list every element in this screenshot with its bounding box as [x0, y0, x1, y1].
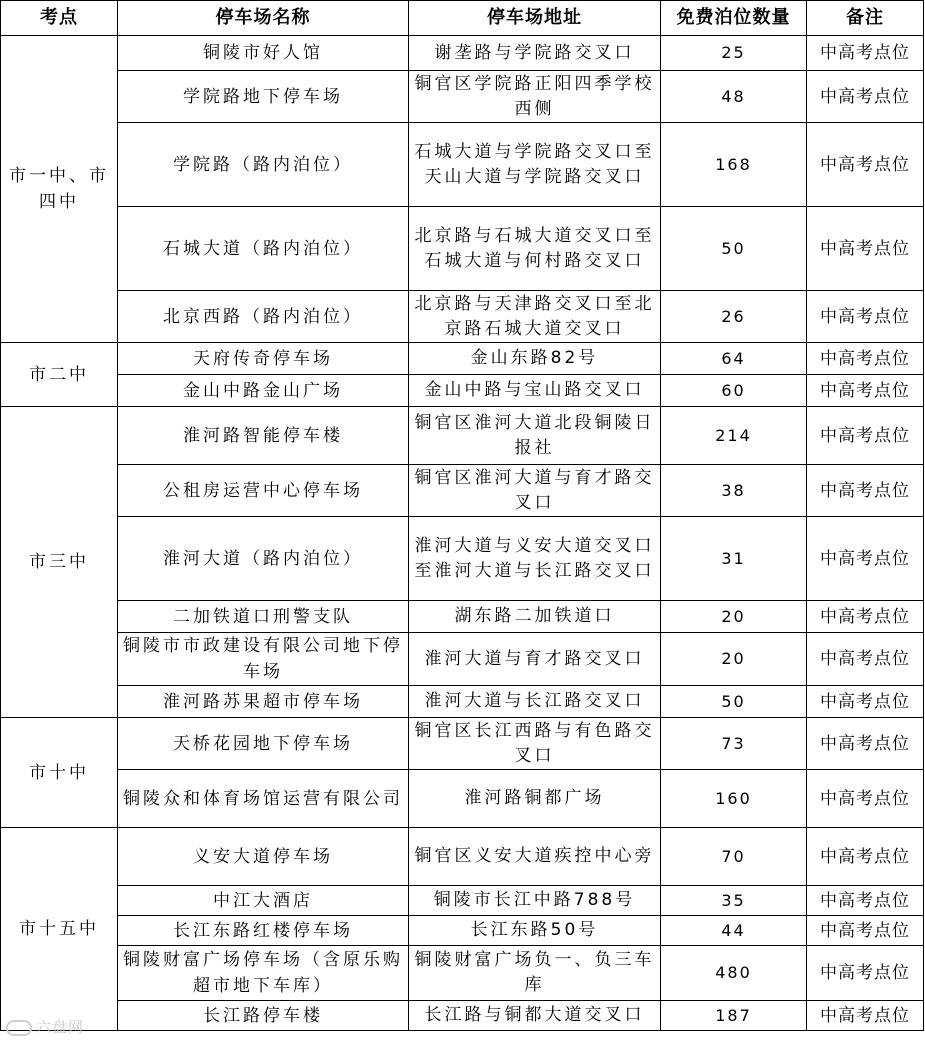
parking-name-cell: 石城大道（路内泊位）: [118, 207, 409, 291]
table-row: [1, 123, 924, 207]
table-row: [1, 601, 924, 633]
note-cell: 中高考点位: [807, 916, 924, 946]
parking-name-cell: 铜陵市好人馆: [118, 36, 409, 71]
parking-name-cell: 铜陵市市政建设有限公司地下停车场: [118, 633, 409, 686]
parking-name-cell: 北京西路（路内泊位）: [118, 291, 409, 343]
parking-name-cell: 公租房运营中心停车场: [118, 465, 409, 517]
note-cell: 中高考点位: [807, 343, 924, 375]
table-row: [1, 916, 924, 946]
exam-site-cell: 市三中: [1, 407, 118, 718]
note-cell: 中高考点位: [807, 123, 924, 207]
note-cell: 中高考点位: [807, 407, 924, 465]
parking-address-cell: 铜官区学院路正阳四季学校西侧: [409, 71, 661, 123]
parking-name-cell: 义安大道停车场: [118, 828, 409, 886]
free-spaces-cell: 38: [661, 465, 807, 517]
note-cell: 中高考点位: [807, 291, 924, 343]
parking-address-cell: 铜官区淮河大道北段铜陵日报社: [409, 407, 661, 465]
parking-name-cell: 淮河路苏果超市停车场: [118, 686, 409, 718]
free-spaces-cell: 20: [661, 633, 807, 686]
parking-name-cell: 中江大酒店: [118, 886, 409, 916]
parking-address-cell: 金山中路与宝山路交叉口: [409, 375, 661, 407]
watermark-text: 六盘网: [36, 1018, 85, 1036]
parking-address-cell: 铜官区义安大道疾控中心旁: [409, 828, 661, 886]
table-row: [1, 517, 924, 601]
free-spaces-cell: 480: [661, 946, 807, 1001]
parking-address-cell: 长江东路50号: [409, 916, 661, 946]
parking-address-cell: 铜官区长江西路与有色路交叉口: [409, 718, 661, 770]
note-cell: 中高考点位: [807, 633, 924, 686]
exam-site-cell: 市一中、市四中: [1, 36, 118, 343]
note-cell: 中高考点位: [807, 207, 924, 291]
parking-name-cell: 长江路停车楼: [118, 1001, 409, 1031]
parking-address-cell: 淮河大道与义安大道交叉口至淮河大道与长江路交叉口: [409, 517, 661, 601]
parking-name-cell: 铜陵财富广场停车场（含原乐购超市地下车库）: [118, 946, 409, 1001]
parking-name-cell: 天府传奇停车场: [118, 343, 409, 375]
parking-address-cell: 石城大道与学院路交叉口至天山大道与学院路交叉口: [409, 123, 661, 207]
header-parking-name: 停车场名称: [118, 1, 409, 36]
exam-site-cell: 市十五中: [1, 828, 118, 1031]
note-cell: 中高考点位: [807, 886, 924, 916]
watermark: [6, 1016, 84, 1037]
header-row: [1, 1, 924, 36]
parking-address-cell: 淮河路铜都广场: [409, 770, 661, 828]
parking-name-cell: 金山中路金山广场: [118, 375, 409, 407]
free-spaces-cell: 44: [661, 916, 807, 946]
free-spaces-cell: 187: [661, 1001, 807, 1031]
exam-site-cell: 市二中: [1, 343, 118, 407]
parking-name-cell: 铜陵众和体育场馆运营有限公司: [118, 770, 409, 828]
table-row: [1, 633, 924, 686]
note-cell: 中高考点位: [807, 828, 924, 886]
parking-address-cell: 北京路与石城大道交叉口至石城大道与何村路交叉口: [409, 207, 661, 291]
table-row: [1, 36, 924, 71]
note-cell: 中高考点位: [807, 718, 924, 770]
parking-name-cell: 学院路地下停车场: [118, 71, 409, 123]
table-row: [1, 343, 924, 375]
note-cell: 中高考点位: [807, 1001, 924, 1031]
parking-name-cell: 二加铁道口刑警支队: [118, 601, 409, 633]
parking-address-cell: 铜陵市长江中路788号: [409, 886, 661, 916]
header-parking-address: 停车场地址: [409, 1, 661, 36]
parking-address-cell: 湖东路二加铁道口: [409, 601, 661, 633]
note-cell: 中高考点位: [807, 946, 924, 1001]
header-exam-site: 考点: [1, 1, 118, 36]
free-spaces-cell: 60: [661, 375, 807, 407]
parking-address-cell: 铜陵财富广场负一、负三车库: [409, 946, 661, 1001]
note-cell: 中高考点位: [807, 770, 924, 828]
parking-name-cell: 淮河大道（路内泊位）: [118, 517, 409, 601]
parking-address-cell: 北京路与天津路交叉口至北京路石城大道交叉口: [409, 291, 661, 343]
parking-name-cell: 天桥花园地下停车场: [118, 718, 409, 770]
table-row: [1, 770, 924, 828]
table-row: [1, 375, 924, 407]
free-spaces-cell: 35: [661, 886, 807, 916]
free-spaces-cell: 25: [661, 36, 807, 71]
free-spaces-cell: 31: [661, 517, 807, 601]
table-row: [1, 946, 924, 1001]
table-row: [1, 718, 924, 770]
free-spaces-cell: 73: [661, 718, 807, 770]
watermark-logo-icon: [6, 1020, 32, 1036]
header-free-spaces: 免费泊位数量: [661, 1, 807, 36]
parking-address-cell: 铜官区淮河大道与育才路交叉口: [409, 465, 661, 517]
note-cell: 中高考点位: [807, 36, 924, 71]
parking-address-cell: 长江路与铜都大道交叉口: [409, 1001, 661, 1031]
parking-address-cell: 淮河大道与育才路交叉口: [409, 633, 661, 686]
table-body: [1, 36, 924, 1031]
header-note: 备注: [807, 1, 924, 36]
table-row: [1, 828, 924, 886]
parking-name-cell: 学院路（路内泊位）: [118, 123, 409, 207]
table-row: [1, 207, 924, 291]
table-row: [1, 1001, 924, 1031]
parking-name-cell: 淮河路智能停车楼: [118, 407, 409, 465]
note-cell: 中高考点位: [807, 465, 924, 517]
exam-site-cell: 市十中: [1, 718, 118, 828]
free-spaces-cell: 168: [661, 123, 807, 207]
free-spaces-cell: 214: [661, 407, 807, 465]
note-cell: 中高考点位: [807, 375, 924, 407]
free-spaces-cell: 26: [661, 291, 807, 343]
table-row: [1, 407, 924, 465]
note-cell: 中高考点位: [807, 517, 924, 601]
free-spaces-cell: 64: [661, 343, 807, 375]
free-spaces-cell: 50: [661, 207, 807, 291]
parking-name-cell: 长江东路红楼停车场: [118, 916, 409, 946]
free-spaces-cell: 160: [661, 770, 807, 828]
table-row: [1, 886, 924, 916]
table-row: [1, 291, 924, 343]
table-row: [1, 465, 924, 517]
parking-address-cell: 金山东路82号: [409, 343, 661, 375]
table-row: [1, 686, 924, 718]
note-cell: 中高考点位: [807, 71, 924, 123]
table-row: [1, 71, 924, 123]
free-spaces-cell: 48: [661, 71, 807, 123]
free-spaces-cell: 20: [661, 601, 807, 633]
free-spaces-cell: 70: [661, 828, 807, 886]
parking-address-cell: 谢垄路与学院路交叉口: [409, 36, 661, 71]
note-cell: 中高考点位: [807, 601, 924, 633]
free-spaces-cell: 50: [661, 686, 807, 718]
note-cell: 中高考点位: [807, 686, 924, 718]
parking-address-cell: 淮河大道与长江路交叉口: [409, 686, 661, 718]
